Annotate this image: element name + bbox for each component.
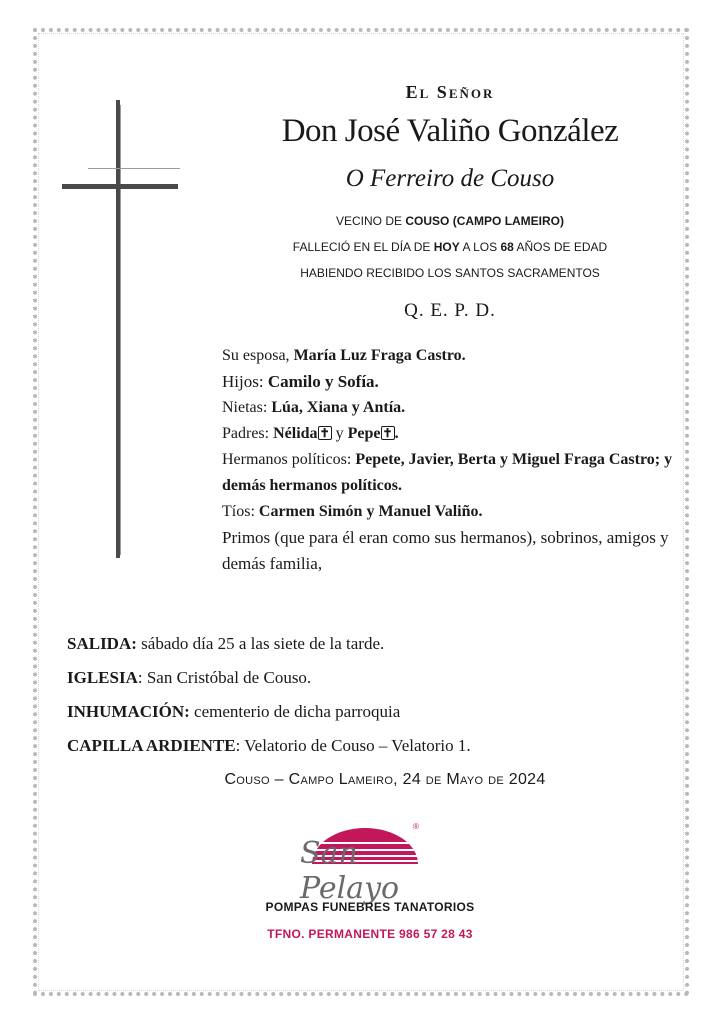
qepd: Q. E. P. D. bbox=[404, 300, 496, 321]
phone-number: TFNO. PERMANENTE 986 57 28 43 bbox=[267, 927, 473, 941]
capilla-row: CAPILLA ARDIENTE: Velatorio de Couso – Velatorio 1. bbox=[67, 736, 471, 755]
residence-line: VECINO DE COUSO (CAMPO LAMEIRO) bbox=[335, 214, 565, 228]
dateline: Couso – Campo Lameiro, 24 de Mayo de 2024 bbox=[224, 771, 546, 788]
spouse-line: Su esposa, María Luz Fraga Castro. bbox=[222, 347, 466, 364]
inhumacion-row: INHUMACIÓN: cementerio de dicha parroquia bbox=[67, 702, 401, 721]
family-list bbox=[222, 343, 678, 577]
brand-logo-text: San Pelayo bbox=[300, 836, 400, 906]
nickname: O Ferreiro de Couso bbox=[345, 165, 555, 192]
salida-row: SALIDA: sábado día 25 a las siete de la tarde. bbox=[67, 634, 385, 653]
grandchildren-line: Nietas: Lúa, Xiana y Antía. bbox=[222, 399, 406, 416]
registered-mark: ® bbox=[413, 822, 419, 831]
iglesia-row: IGLESIA: San Cristóbal de Couso. bbox=[67, 668, 312, 687]
inlaws-line: Hermanos políticos: Pepete, Javier, Berta y Miguel Fraga Castro; y demás hermanos políticos. bbox=[222, 451, 673, 494]
dagger-icon: ✝ bbox=[319, 426, 330, 440]
death-line: FALLECIÓ EN EL DÍA DE HOY A LOS 68 AÑOS DE EDAD bbox=[292, 240, 608, 254]
funeral-details bbox=[67, 627, 697, 763]
parents-line: Padres: Nélida ✝ y Pepe ✝ . bbox=[222, 425, 399, 442]
children-line: Hijos: Camilo y Sofía. bbox=[222, 372, 379, 391]
honorific: El Señor bbox=[405, 82, 495, 102]
sacraments-line: HABIENDO RECIBIDO LOS SANTOS SACRAMENTOS bbox=[300, 266, 600, 280]
uncles-line: Tíos: Carmen Simón y Manuel Valiño. bbox=[222, 503, 483, 520]
others-line: Primos (que para él eran como sus hermanos), sobrinos, amigos y demás familia, bbox=[222, 528, 669, 573]
dagger-icon: ✝ bbox=[382, 426, 393, 440]
company-name: POMPAS FUNEBRES TANATORIOS bbox=[265, 900, 475, 914]
deceased-name: Don José Valiño González bbox=[281, 113, 619, 149]
